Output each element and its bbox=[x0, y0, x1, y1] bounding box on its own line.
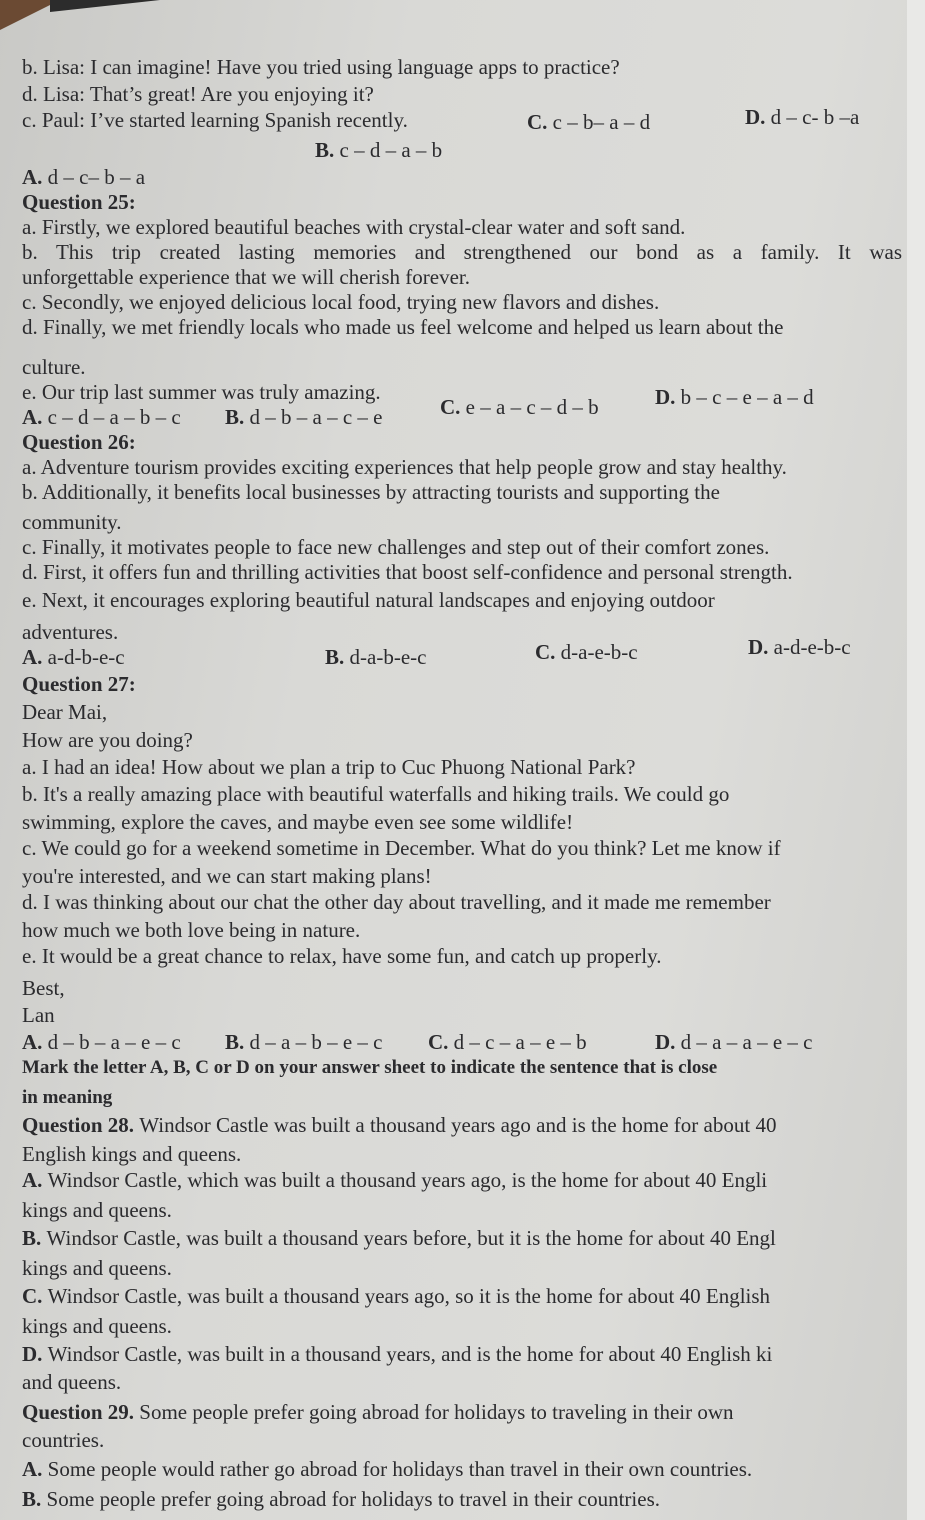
text-line bbox=[22, 560, 793, 584]
text-line bbox=[22, 215, 685, 239]
text-line bbox=[22, 755, 636, 779]
text-line bbox=[22, 1003, 55, 1027]
text-line bbox=[22, 890, 771, 914]
text-line bbox=[22, 455, 787, 479]
text-line bbox=[22, 1428, 104, 1452]
text-line bbox=[22, 1030, 181, 1054]
line-text: adventures. bbox=[22, 620, 119, 644]
text-line bbox=[22, 1370, 121, 1394]
page-edge bbox=[907, 0, 925, 1520]
line-text: Some people would rather go abroad for holidays than travel in their own countries. bbox=[47, 1457, 753, 1481]
text-line bbox=[22, 1142, 241, 1166]
text-line bbox=[225, 405, 382, 429]
line-text: how much we both love being in nature. bbox=[22, 918, 361, 942]
text-line bbox=[22, 165, 145, 189]
line-text: c. We could go for a weekend sometime in December. What do you think? Let me know if bbox=[22, 836, 781, 860]
background-corner-dark bbox=[50, 0, 160, 12]
line-text: d-a-b-e-c bbox=[349, 645, 427, 669]
text-line bbox=[325, 645, 426, 669]
text-line bbox=[22, 836, 781, 860]
text-line bbox=[22, 976, 65, 1000]
line-text: a-d-b-e-c bbox=[47, 645, 125, 669]
line-text: and queens. bbox=[22, 1370, 122, 1394]
text-line bbox=[22, 1168, 767, 1192]
text-line bbox=[22, 510, 122, 534]
line-text: d – c– b – a bbox=[47, 165, 146, 189]
line-text: b. This trip created lasting memories and strengthened our bond as a family. It was bbox=[22, 240, 902, 264]
line-text: d. Finally, we met friendly locals who made us feel welcome and helped us learn about the bbox=[22, 315, 784, 339]
text-line bbox=[22, 1226, 776, 1250]
line-label: C. bbox=[527, 110, 553, 134]
line-text: d – a – b – e – c bbox=[249, 1030, 383, 1054]
line-label: D. bbox=[655, 1030, 681, 1054]
line-text: c. Paul: I’ve started learning Spanish recently. bbox=[22, 108, 408, 132]
text-line bbox=[22, 1400, 734, 1424]
line-label: D. bbox=[22, 1342, 48, 1366]
text-line bbox=[225, 1030, 382, 1054]
text-line bbox=[22, 782, 729, 806]
text-line bbox=[655, 1030, 812, 1054]
text-line bbox=[22, 1487, 660, 1511]
line-text: English kings and queens. bbox=[22, 1142, 242, 1166]
text-line bbox=[22, 380, 381, 404]
text-line bbox=[22, 700, 107, 724]
line-text: c – d – a – b bbox=[339, 138, 443, 162]
line-label: B. bbox=[225, 405, 250, 429]
line-label: C. bbox=[22, 1284, 48, 1308]
line-text: a. Firstly, we explored beautiful beaches with crystal-clear water and soft sand. bbox=[22, 215, 686, 239]
line-text: kings and queens. bbox=[22, 1256, 172, 1280]
line-text: Windsor Castle was built a thousand years ago and is the home for about 40 bbox=[139, 1113, 777, 1137]
line-text: community. bbox=[22, 510, 122, 534]
text-line bbox=[22, 1056, 717, 1080]
line-label: Question 27: bbox=[22, 672, 136, 696]
text-line bbox=[22, 1284, 770, 1308]
line-label: Question 26: bbox=[22, 430, 136, 454]
line-text: Windsor Castle, was built a thousand years ago, so it is the home for about 40 English bbox=[47, 1284, 771, 1308]
text-line bbox=[22, 1457, 752, 1481]
line-label: Question 25: bbox=[22, 190, 136, 214]
line-text: unforgettable experience that we will cherish forever. bbox=[22, 265, 471, 289]
line-label: A. bbox=[22, 405, 48, 429]
line-text: e. Our trip last summer was truly amazing. bbox=[22, 380, 381, 404]
text-line bbox=[22, 1086, 112, 1110]
text-line bbox=[22, 480, 720, 504]
text-line bbox=[315, 138, 442, 162]
text-line bbox=[22, 1256, 172, 1280]
line-text: e – a – c – d – b bbox=[465, 395, 599, 419]
text-line bbox=[527, 110, 650, 134]
line-text: c. Secondly, we enjoyed delicious local food, trying new flavors and dishes. bbox=[22, 290, 660, 314]
text-line bbox=[22, 290, 659, 314]
line-text: d. I was thinking about our chat the other day about travelling, and it made me remember bbox=[22, 890, 771, 914]
text-line bbox=[440, 395, 599, 419]
line-text: culture. bbox=[22, 355, 86, 379]
line-label: A. bbox=[22, 645, 48, 669]
line-text: Some people prefer going abroad for holidays to traveling in their own bbox=[139, 1400, 734, 1424]
line-label: A. bbox=[22, 1030, 48, 1054]
text-line bbox=[428, 1030, 587, 1054]
text-line bbox=[22, 864, 432, 888]
line-label: C. bbox=[428, 1030, 454, 1054]
line-text: Some people prefer going abroad for holidays to travel in their countries. bbox=[46, 1487, 660, 1511]
line-text: Windsor Castle, was built a thousand years before, but it is the home for about 40 Engl bbox=[46, 1226, 776, 1250]
line-label: D. bbox=[748, 635, 774, 659]
line-text: Windsor Castle, was built in a thousand years, and is the home for about 40 English ki bbox=[47, 1342, 773, 1366]
text-line bbox=[22, 1113, 776, 1137]
text-line bbox=[22, 355, 86, 379]
line-label: A. bbox=[22, 165, 48, 189]
line-text: d. Lisa: That’s great! Are you enjoying it? bbox=[22, 82, 374, 106]
line-text: kings and queens. bbox=[22, 1198, 172, 1222]
line-text: e. It would be a great chance to relax, have some fun, and catch up properly. bbox=[22, 944, 662, 968]
line-text: a-d-e-b-c bbox=[773, 635, 851, 659]
line-label: in meaning bbox=[22, 1087, 113, 1108]
line-text: Lan bbox=[22, 1003, 55, 1027]
text-line bbox=[22, 405, 181, 429]
line-text: d – b – a – c – e bbox=[249, 405, 383, 429]
text-line bbox=[745, 105, 859, 129]
line-text: countries. bbox=[22, 1428, 105, 1452]
line-label: B. bbox=[22, 1226, 47, 1250]
text-line bbox=[22, 944, 661, 968]
line-text: c – b– a – d bbox=[552, 110, 651, 134]
line-text: d-a-e-b-c bbox=[560, 640, 638, 664]
line-label: Question 28. bbox=[22, 1113, 140, 1137]
line-text: d – c- b –a bbox=[770, 105, 860, 129]
line-text: d – b – a – e – c bbox=[47, 1030, 181, 1054]
line-label: D. bbox=[655, 385, 681, 409]
line-text: b. Lisa: I can imagine! Have you tried using language apps to practice? bbox=[22, 55, 620, 79]
line-label: D. bbox=[745, 105, 771, 129]
line-text: you're interested, and we can start making plans! bbox=[22, 864, 432, 888]
text-line bbox=[22, 265, 470, 289]
line-label: B. bbox=[22, 1487, 47, 1511]
text-line bbox=[748, 635, 851, 659]
line-label: B. bbox=[225, 1030, 250, 1054]
text-line bbox=[22, 620, 118, 644]
text-line bbox=[22, 672, 136, 696]
line-label: A. bbox=[22, 1168, 48, 1192]
line-text: a. I had an idea! How about we plan a trip to Cuc Phuong National Park? bbox=[22, 755, 636, 779]
text-line bbox=[22, 1342, 772, 1366]
line-text: c – d – a – b – c bbox=[47, 405, 181, 429]
line-text: c. Finally, it motivates people to face new challenges and step out of their comfort zones. bbox=[22, 535, 770, 559]
line-text: b. Additionally, it benefits local businesses by attracting tourists and supporting the bbox=[22, 480, 720, 504]
text-line bbox=[22, 55, 620, 79]
line-text: e. Next, it encourages exploring beautiful natural landscapes and enjoying outdoor bbox=[22, 588, 715, 612]
line-text: d – c – a – e – b bbox=[453, 1030, 587, 1054]
text-line bbox=[22, 645, 125, 669]
text-line bbox=[22, 1198, 172, 1222]
text-line bbox=[22, 190, 136, 214]
text-line bbox=[22, 535, 769, 559]
text-line bbox=[22, 315, 783, 339]
text-line bbox=[22, 82, 374, 106]
line-text: Windsor Castle, which was built a thousand years ago, is the home for about 40 Engli bbox=[47, 1168, 768, 1192]
line-text: How are you doing? bbox=[22, 728, 193, 752]
line-label: B. bbox=[315, 138, 340, 162]
line-label: B. bbox=[325, 645, 350, 669]
line-label: C. bbox=[535, 640, 561, 664]
line-text: d – a – a – e – c bbox=[680, 1030, 813, 1054]
text-line bbox=[535, 640, 638, 664]
line-text: d. First, it offers fun and thrilling activities that boost self-confidence and personal strength. bbox=[22, 560, 793, 584]
text-line bbox=[22, 918, 360, 942]
line-label: Mark the letter A, B, C or D on your answer sheet to indicate the sentence that is close bbox=[22, 1057, 718, 1078]
line-text: b. It's a really amazing place with beautiful waterfalls and hiking trails. We could go bbox=[22, 782, 730, 806]
line-text: Dear Mai, bbox=[22, 700, 108, 724]
line-text: kings and queens. bbox=[22, 1314, 172, 1338]
line-text: b – c – e – a – d bbox=[680, 385, 814, 409]
text-line bbox=[22, 588, 715, 612]
line-text: a. Adventure tourism provides exciting experiences that help people grow and stay healthy. bbox=[22, 455, 787, 479]
line-label: Question 29. bbox=[22, 1400, 140, 1424]
text-line bbox=[22, 108, 408, 132]
text-line bbox=[655, 385, 814, 409]
line-label: A. bbox=[22, 1457, 48, 1481]
line-text: Best, bbox=[22, 976, 65, 1000]
text-line bbox=[22, 240, 902, 264]
line-text: swimming, explore the caves, and maybe even see some wildlife! bbox=[22, 810, 574, 834]
line-label: C. bbox=[440, 395, 466, 419]
text-line bbox=[22, 1314, 172, 1338]
text-line bbox=[22, 430, 136, 454]
text-line bbox=[22, 810, 573, 834]
text-line bbox=[22, 728, 193, 752]
